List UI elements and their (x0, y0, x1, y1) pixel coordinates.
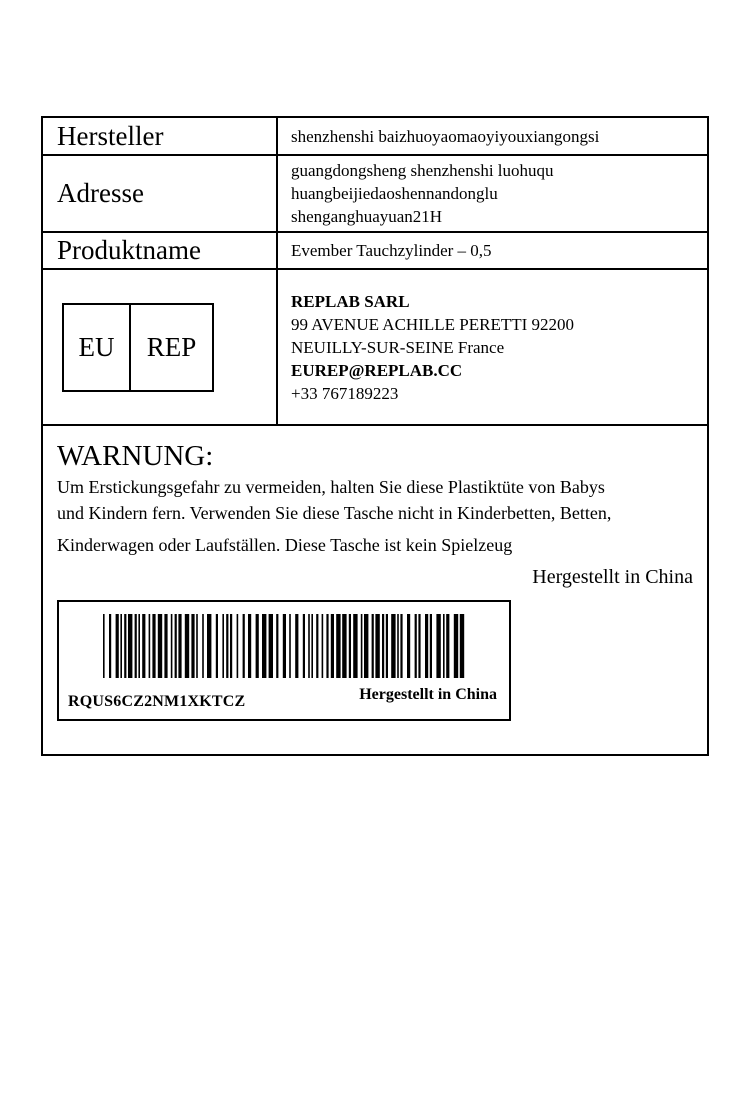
barcode-bar (237, 614, 239, 678)
barcode-bar (256, 614, 259, 678)
barcode-bar (322, 614, 324, 678)
barcode-bar (202, 614, 204, 678)
manufacturer-row (43, 118, 707, 156)
barcode-bar (138, 614, 140, 678)
barcode-box (57, 600, 511, 721)
barcode-bar (152, 614, 155, 678)
eu-rep-street: 99 AVENUE ACHILLE PERETTI 92200 (291, 314, 575, 334)
barcode-bar (135, 614, 137, 678)
address-line: huangbeijiedaoshennandonglu (291, 184, 498, 203)
eu-rep-symbol-rep: REP (146, 331, 197, 362)
barcode-code: RQUS6CZ2NM1XKTCZ (68, 693, 246, 710)
eu-rep-symbol-eu: EU (64, 305, 131, 390)
barcode-graphic (103, 614, 465, 678)
barcode-bar (109, 614, 111, 678)
eu-rep-info (278, 270, 707, 424)
barcode-bar (311, 614, 313, 678)
product-row (43, 233, 707, 270)
barcode-bar (276, 614, 278, 678)
barcode-bar (142, 614, 145, 678)
warning-section (57, 440, 697, 558)
product-label (41, 116, 709, 756)
barcode-bar (103, 614, 105, 678)
barcode-bar (191, 614, 194, 678)
address-row (43, 156, 707, 233)
barcode-bar (436, 614, 440, 678)
address-label: Adresse (43, 156, 278, 231)
barcode-bar (164, 614, 167, 678)
barcode-bar (400, 614, 402, 678)
barcode-bar (128, 614, 132, 678)
warning-title: WARNUNG: (57, 440, 214, 472)
barcode-bar (372, 614, 374, 678)
warning-text (57, 474, 697, 558)
barcode-bar (295, 614, 298, 678)
barcode-bar (124, 614, 126, 678)
barcode-bar (262, 614, 266, 678)
barcode-bar (446, 614, 449, 678)
barcode-bar (353, 614, 357, 678)
barcode-bar (375, 614, 379, 678)
eu-rep-city: NEUILLY-SUR-SEINE France (291, 337, 505, 357)
barcode-bar (308, 614, 310, 678)
made-in-china: Hergestellt in China (532, 566, 693, 588)
product-label-key: Produktname (43, 233, 278, 268)
barcode-bar (178, 614, 181, 678)
barcode-bar (443, 614, 445, 678)
barcode-bar (283, 614, 286, 678)
barcode-bar (289, 614, 291, 678)
barcode-bar (361, 614, 363, 678)
barcode-bar (336, 614, 340, 678)
barcode-bar (196, 614, 198, 678)
barcode-bar (207, 614, 211, 678)
eu-rep-row (43, 270, 707, 426)
barcode-bar (216, 614, 218, 678)
product-value: Evember Tauchzylinder – 0,5 (291, 241, 492, 260)
eu-rep-symbol (62, 303, 214, 392)
warning-line: Um Erstickungsgefahr zu vermeiden, halten Sie diese Plastiktüte von Babys (57, 477, 605, 497)
barcode-bar (230, 614, 232, 678)
barcode-bar (342, 614, 346, 678)
barcode-bar (391, 614, 395, 678)
barcode-bar (248, 614, 251, 678)
barcode-bar (425, 614, 428, 678)
barcode-bar (326, 614, 328, 678)
barcode-bar (418, 614, 420, 678)
manufacturer-value: shenzhenshi baizhuoyaomaoyiyouxiangongsi (291, 126, 600, 146)
barcode-bar (222, 614, 224, 678)
barcode-bar (175, 614, 177, 678)
barcode-bar (149, 614, 151, 678)
barcode-bar (116, 614, 119, 678)
barcode-bar (386, 614, 388, 678)
barcode-bar (171, 614, 173, 678)
barcode-bar (158, 614, 162, 678)
barcode-bar (303, 614, 305, 678)
barcode-bar (185, 614, 189, 678)
eu-rep-phone: +33 767189223 (291, 383, 399, 403)
barcode-bar (397, 614, 399, 678)
barcode-bar (226, 614, 228, 678)
address-line: shenganghuayuan21H (291, 207, 443, 226)
barcode-bar (382, 614, 384, 678)
eu-rep-company: REPLAB SARL (291, 291, 410, 311)
barcode-bar (430, 614, 432, 678)
barcode-bar (316, 614, 318, 678)
barcode-bar (407, 614, 410, 678)
barcode-made-in: Hergestellt in China (359, 686, 497, 703)
barcode-bar (364, 614, 368, 678)
manufacturer-label: Hersteller (43, 118, 278, 154)
address-line: guangdongsheng shenzhenshi luohuqu (291, 161, 554, 180)
eu-rep-symbol-cell (43, 270, 278, 424)
barcode-bar (243, 614, 245, 678)
barcode-bar (349, 614, 351, 678)
barcode-bar (331, 614, 334, 678)
warning-line: Kinderwagen oder Laufställen. Diese Tasche ist kein Spielzeug (57, 535, 513, 555)
barcode-bar (120, 614, 122, 678)
barcode-bar (454, 614, 458, 678)
warning-line: und Kindern fern. Verwenden Sie diese Tasche nicht in Kinderbetten, Betten, (57, 503, 612, 523)
address-value (278, 156, 707, 231)
barcode-bar (460, 614, 464, 678)
barcode-bar (269, 614, 273, 678)
eu-rep-email: EUREP@REPLAB.CC (291, 360, 463, 380)
barcode-bar (415, 614, 417, 678)
